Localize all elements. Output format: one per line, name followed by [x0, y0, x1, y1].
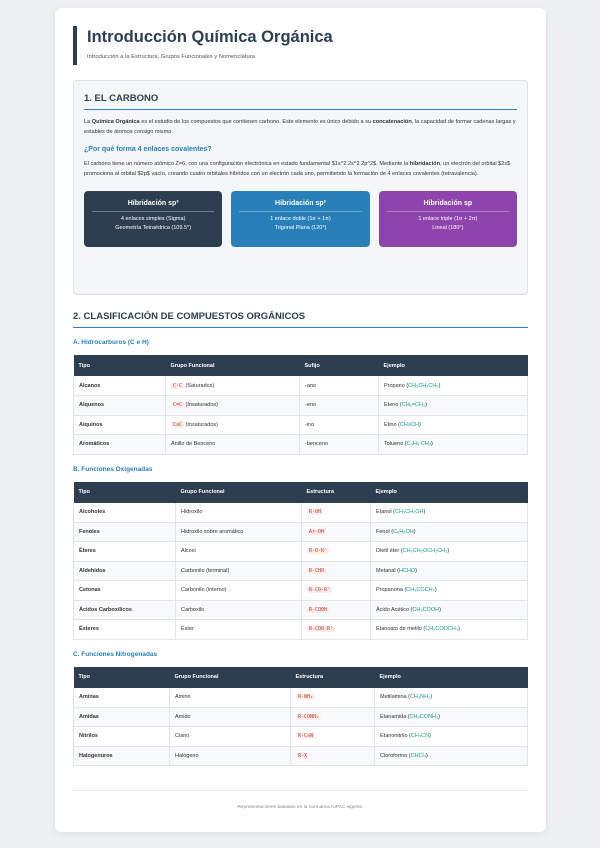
table-row: [74, 503, 528, 523]
molecule-formula: CH₃COOCH₃: [425, 626, 459, 633]
cell-tipo: Ácidos Carboxílicos: [74, 600, 176, 620]
cell-ejemplo: [379, 435, 528, 455]
table-row: [74, 435, 528, 455]
cell-sufijo: -eno: [300, 396, 379, 416]
example-name: Ácido Acético (: [376, 606, 413, 613]
example-close: ): [431, 441, 433, 448]
cell-grupo: Halógeno: [170, 746, 291, 766]
table-row: [74, 746, 528, 766]
intro-text: La: [84, 119, 92, 125]
table-row: [74, 542, 528, 562]
document-page: [55, 8, 546, 832]
cell-tipo: Alcanos: [74, 376, 166, 396]
molecule-formula: CH₃CH₂OH: [394, 509, 424, 515]
cell-estructura: [302, 561, 371, 581]
nitrogenated-table: [73, 667, 528, 767]
page-footer: Representaciones basadas en la normativa IUPAC vigente.: [73, 790, 528, 810]
page-title: Introducción Química Orgánica: [87, 28, 333, 46]
example-close: ): [413, 528, 416, 535]
cell-estructura: [291, 707, 375, 727]
example-close: ): [419, 421, 421, 428]
cell-ejemplo: [375, 746, 528, 766]
cell-ejemplo: [379, 415, 528, 435]
column-header: Ejemplo: [379, 355, 528, 376]
table-row: [74, 522, 528, 542]
table-row: [74, 707, 528, 727]
column-header: Sufijo: [300, 355, 379, 376]
cell-ejemplo: [371, 581, 528, 601]
grupo-text: (Saturados): [184, 382, 215, 389]
example-close: ): [423, 509, 426, 515]
molecule-formula: CH≡CH: [399, 421, 420, 428]
cell-sufijo: -ino: [300, 415, 379, 435]
title-block: [73, 26, 528, 65]
cell-grupo: [166, 415, 300, 435]
example-close: ): [425, 752, 428, 759]
card-title: Hibridación sp: [387, 200, 509, 212]
card-line: Trigonal Plana (120°): [274, 225, 327, 231]
cell-estructura: [291, 746, 375, 766]
molecule-formula: C₆H₅OH: [393, 528, 414, 535]
example-name: Metanal (: [376, 567, 399, 574]
formula-code: R-COO-R': [309, 626, 334, 633]
cell-estructura: [302, 503, 371, 523]
table-row: [74, 581, 528, 601]
molecule-formula: CH₃NH₂: [409, 694, 431, 700]
card-title: Hibridación sp²: [239, 200, 361, 212]
cell-tipo: Alquenos: [74, 396, 166, 416]
cell-grupo: Ciano: [170, 727, 291, 747]
explanation-paragraph: [84, 160, 517, 179]
formula-code: Ar-OH: [309, 528, 325, 535]
intro-bold-term: Química Orgánica: [91, 119, 140, 125]
cell-grupo: [166, 376, 300, 396]
example-close: ): [425, 402, 427, 409]
example-name: Etanamida (: [380, 713, 410, 720]
card-line: 1 enlace triple (1σ + 2π): [418, 216, 478, 222]
cell-grupo: Hidroxilo: [176, 503, 302, 523]
formula-code: C-C: [173, 382, 183, 389]
cell-tipo: Fenoles: [74, 522, 176, 542]
column-header: Tipo: [74, 355, 166, 376]
cell-tipo: Ésteres: [74, 620, 176, 640]
section-heading-carbon: 1. EL CARBONO: [84, 93, 517, 110]
cell-ejemplo: [371, 522, 528, 542]
formula-code: C≡C: [173, 421, 183, 428]
example-close: ): [439, 606, 441, 613]
cell-ejemplo: [371, 542, 528, 562]
table-row: [74, 415, 528, 435]
example-name: Metilamina (: [380, 694, 410, 700]
column-header: Grupo Funcional: [170, 667, 291, 688]
cell-estructura: [302, 581, 371, 601]
cell-estructura: [291, 727, 375, 747]
example-name: Fenol (: [376, 528, 394, 535]
card-sp: [379, 191, 517, 247]
table-row: [74, 396, 528, 416]
molecule-formula: CH₃CH₂OCH₂CH₃: [402, 548, 448, 555]
molecule-formula: CH₃CN: [410, 733, 430, 740]
cell-estructura: [302, 522, 371, 542]
formula-code: R-CHO: [309, 567, 325, 574]
molecule-formula: CH₃CH₂CH₃: [408, 382, 439, 389]
cell-tipo: Éteres: [74, 542, 176, 562]
example-name: Tolueno (: [384, 441, 407, 448]
cell-grupo: Amino: [170, 688, 291, 708]
table-row: [74, 376, 528, 396]
cell-estructura: [302, 542, 371, 562]
column-header: Grupo Funcional: [166, 355, 300, 376]
example-close: ): [438, 713, 441, 720]
column-header: Grupo Funcional: [176, 482, 302, 503]
example-name: Etanonitrilo (: [380, 733, 411, 740]
example-name: Etanoato de metilo (: [376, 626, 426, 633]
molecule-formula: CH₂=CH₂: [401, 402, 426, 409]
cell-grupo: Amido: [170, 707, 291, 727]
intro-bold-term: concatenación: [372, 119, 412, 125]
cell-estructura: [302, 600, 371, 620]
column-header: Ejemplo: [371, 482, 528, 503]
cell-tipo: Amidas: [74, 707, 170, 727]
molecule-formula: CH₃COCH₃: [406, 587, 435, 594]
formula-code: R-COOH: [309, 606, 328, 613]
section-heading-classification: 2. CLASIFICACIÓN DE COMPUESTOS ORGÁNICOS: [73, 311, 528, 328]
page-subtitle: Introducción a la Estructura, Grupos Funcionales y Nomenclatura: [87, 54, 255, 60]
cell-grupo: Hidroxilo sobre aromático: [176, 522, 302, 542]
cell-sufijo: -benceno: [300, 435, 379, 455]
carbon-section: [73, 80, 528, 295]
molecule-formula: HCHO: [398, 567, 416, 574]
table-row: [74, 620, 528, 640]
example-name: Etanol (: [376, 509, 395, 515]
cell-tipo: Alcoholes: [74, 503, 176, 523]
card-sp2: [231, 191, 369, 247]
cell-ejemplo: [371, 600, 528, 620]
classification-section: [73, 311, 528, 766]
example-close: ): [429, 733, 431, 740]
column-header: Estructura: [302, 482, 371, 503]
example-close: ): [447, 548, 450, 555]
example-name: Etino (: [384, 421, 400, 428]
cell-ejemplo: [371, 561, 528, 581]
expl-bold-term: hibridación: [409, 161, 440, 167]
cell-estructura: [302, 620, 371, 640]
column-header: Tipo: [74, 482, 176, 503]
cell-sufijo: -ano: [300, 376, 379, 396]
cell-ejemplo: [375, 707, 528, 727]
cell-tipo: Cetonas: [74, 581, 176, 601]
formula-code: R-C≡N: [298, 733, 314, 740]
example-name: Dietil éter (: [376, 548, 403, 555]
cell-grupo: [166, 396, 300, 416]
cell-ejemplo: [379, 396, 528, 416]
cell-grupo: Alcoxi: [176, 542, 302, 562]
molecule-formula: CH₃COOH: [412, 606, 440, 613]
formula-code: R-X: [298, 752, 308, 759]
cell-grupo: Carbonilo (terminal): [176, 561, 302, 581]
expl-text: El carbono tiene un número atómico Z=6, con una configuración electrónica en estado fundamental $1s^2 2s^2 2p^2$. Mediante la: [84, 161, 410, 167]
molecule-formula: C₆H₅-CH₃: [406, 441, 432, 448]
hydrocarbons-table: [73, 355, 528, 455]
grupo-text: (Insaturados): [184, 402, 218, 409]
cell-ejemplo: [371, 620, 528, 640]
cell-grupo: Carbonilo (interno): [176, 581, 302, 601]
example-close: ): [434, 587, 437, 594]
example-name: Propanona (: [376, 587, 407, 594]
cell-tipo: Halogenuros: [74, 746, 170, 766]
table-row: [74, 688, 528, 708]
column-header: Ejemplo: [375, 667, 528, 688]
example-close: ): [438, 382, 441, 389]
example-name: Eteno (: [384, 402, 402, 409]
example-name: Cloroformo (: [380, 752, 411, 759]
example-close: ): [458, 626, 460, 633]
cell-grupo: Anillo de Benceno: [166, 435, 300, 455]
table-row: [74, 561, 528, 581]
subsection-title-oxygenated: B. Funciones Oxigenadas: [73, 465, 153, 473]
card-line: 4 enlaces simples (Sigma): [120, 216, 186, 222]
example-close: ): [415, 567, 417, 574]
formula-code: R-CONH₂: [298, 713, 320, 720]
table-row: [74, 600, 528, 620]
subsection-title-hydrocarbons: A. Hidrocarburos (C e H): [73, 339, 149, 346]
column-header: Tipo: [74, 667, 170, 688]
cell-grupo: Éster: [176, 620, 302, 640]
formula-code: R-OH: [309, 509, 322, 515]
cell-ejemplo: [375, 688, 528, 708]
card-sp3: [84, 191, 222, 247]
subsection-title-nitrogenated: C. Funciones Nitrogenadas: [73, 650, 158, 658]
intro-text: es el estudio de los compuestos que contienen carbono. Este elemento es único debido a su: [139, 119, 373, 125]
cell-grupo: Carboxilo: [176, 600, 302, 620]
formula-code: C=C: [173, 402, 183, 409]
formula-code: R-CO-R': [309, 587, 331, 594]
formula-code: R-O-R': [309, 548, 328, 555]
cell-tipo: Nitrilos: [74, 727, 170, 747]
intro-text: , la capacidad de formar cadenas largas y estables de átomos consigo mismo.: [84, 119, 516, 135]
molecule-formula: CH₃CONH₂: [409, 713, 439, 720]
oxygenated-table: [73, 482, 528, 640]
formula-code: R-NH₂: [298, 694, 314, 700]
card-line: Lineal (180°): [432, 225, 464, 231]
cell-ejemplo: [375, 727, 528, 747]
grupo-text: (Insaturados): [184, 421, 218, 428]
cell-tipo: Alquinos: [74, 415, 166, 435]
example-close: ): [430, 694, 433, 700]
card-line: Geometría Tetraédrica (109.5°): [115, 225, 192, 231]
example-name: Propano (: [384, 382, 409, 389]
card-line: 1 enlace doble (1σ + 1π): [270, 216, 331, 222]
cell-tipo: Aminas: [74, 688, 170, 708]
column-header: Estructura: [291, 667, 375, 688]
intro-paragraph: [84, 118, 517, 137]
molecule-formula: CHCl₃: [410, 752, 426, 759]
expl-text: , un electrón del orbital $2s$ promociona al orbital $2p$ vacío, creando cuatro orbitales híbridos con un electrón cada uno, permitiendo la formación de 4 enlaces covalentes (tetravalencia).: [84, 161, 511, 177]
cell-tipo: Aldehídos: [74, 561, 176, 581]
card-title: Hibridación sp³: [92, 200, 214, 212]
table-row: [74, 727, 528, 747]
hybridization-cards: [84, 191, 517, 247]
question-heading: ¿Por qué forma 4 enlaces covalentes?: [84, 146, 212, 153]
cell-tipo: Aromáticos: [74, 435, 166, 455]
cell-estructura: [291, 688, 375, 708]
cell-ejemplo: [371, 503, 528, 523]
cell-ejemplo: [379, 376, 528, 396]
